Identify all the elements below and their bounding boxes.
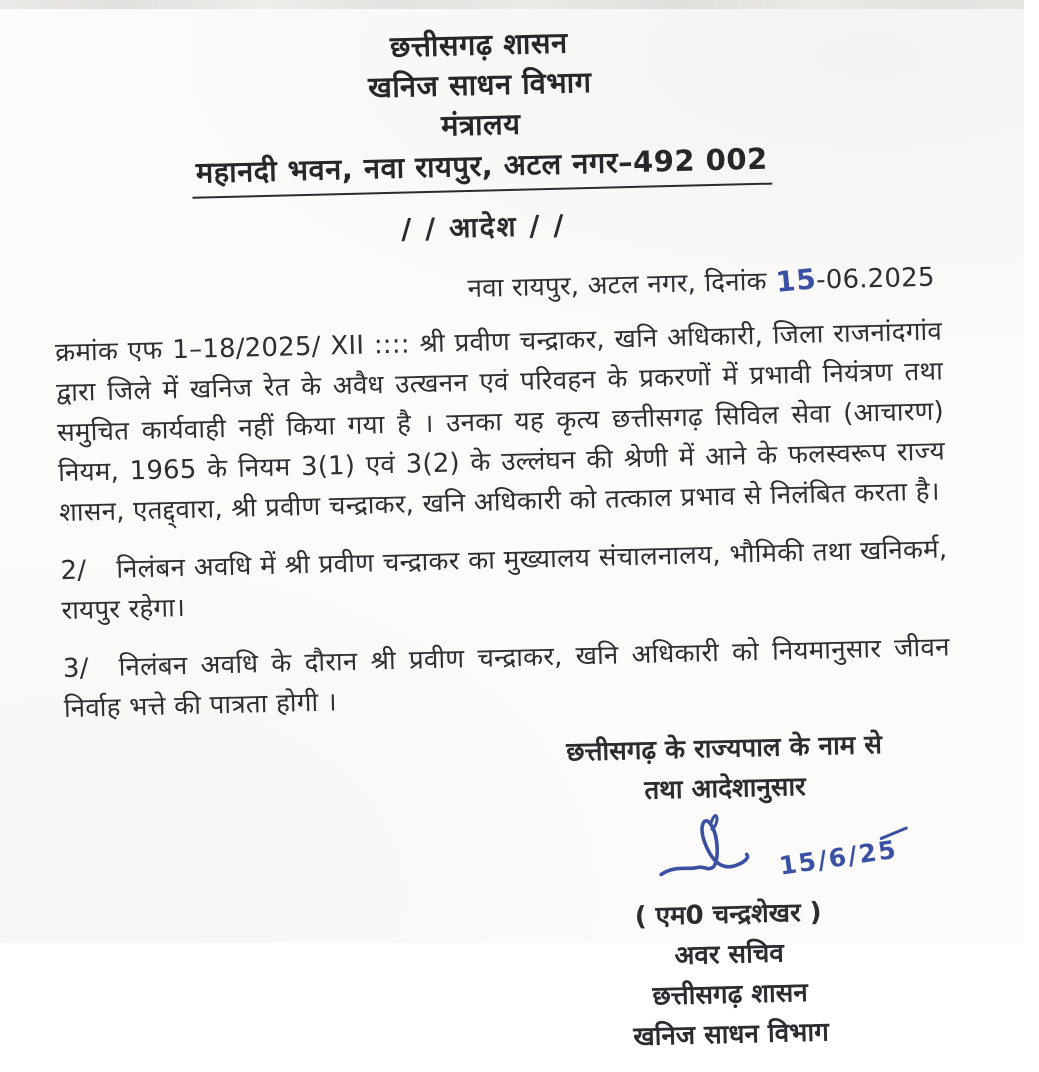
authority-line-1: छत्तीसगढ़ के राज्यपाल के नाम से xyxy=(565,730,883,768)
letterhead xyxy=(47,14,913,202)
paragraph-3 xyxy=(62,627,951,729)
ministry-name: मंत्रालय xyxy=(440,106,521,143)
paragraph-3-text: निलंबन अवधि के दौरान श्री प्रवीण चन्द्राकर, खनि अधिकारी को नियमानुसार जीवन निर्वाह भत्ते की पात्रता होगी । xyxy=(63,632,951,725)
signatory-designation: अवर सचिव xyxy=(674,938,785,972)
place-date-line xyxy=(53,256,941,319)
place-date-prefix: नवा रायपुर, अटल नगर, दिनांक xyxy=(467,266,776,305)
date-suffix: -06.2025 xyxy=(815,262,936,296)
signature-scribble-icon xyxy=(654,810,782,899)
paragraph-1 xyxy=(55,311,947,533)
signatory-name: ( एम0 चन्द्रशेखर ) xyxy=(634,897,822,933)
government-name: छत्तीसगढ़ शासन xyxy=(389,25,569,64)
handwritten-signature-date: 15/6/25 xyxy=(777,830,901,887)
paragraph-3-number: 3/ xyxy=(62,653,90,685)
order-title: / / आदेश / / xyxy=(400,208,566,246)
paragraph-2 xyxy=(60,529,949,631)
signatory-org-1: छत्तीसगढ़ शासन xyxy=(652,977,809,1012)
authority-line-2: तथा आदेशानुसार xyxy=(644,771,807,806)
address-text: महानदी भवन, नवा रायपुर, अटल नगर–492 002 xyxy=(191,139,772,199)
paragraph-2-number: 2/ xyxy=(60,555,87,587)
department-name: खनिज साधन विभाग xyxy=(367,64,592,105)
signature-block xyxy=(514,724,942,1060)
signature-area xyxy=(516,806,938,906)
handwritten-day: 15 xyxy=(773,262,818,299)
paragraph-1-text: क्रमांक एफ 1–18/2025/ XII :::: श्री प्रवीण चन्द्राकर, खनि अधिकारी, जिला राजनांदगांव द्वारा जिले में खनिज रेत के अवैध उत्खनन एवं परिवहन के प्रकरणों में प्रभावी नियंत्रण तथा समुचित कार्यवाही नहीं किया गया है । उनका यह कृत्य छत्तीसगढ़ सिविल सेवा (आचारण) नियम, 1965 के नियम 3(1) एवं 3(2) के उल्लंघन की श्रेणी में आने के फलस्वरूप राज्य शासन, एतद्द्वारा, श्री प्रवीण चन्द्राकर, खनि अधिकारी को तत्काल प्रभाव से निलंबित करता है। xyxy=(54,316,946,529)
signatory-org-2: खनिज साधन विभाग xyxy=(633,1017,830,1053)
paragraph-2-text: निलंबन अवधि में श्री प्रवीण चन्द्राकर का मुख्यालय संचालनालय, भौमिकी तथा खनिकर्म, रायपुर रहेगा। xyxy=(61,534,948,627)
